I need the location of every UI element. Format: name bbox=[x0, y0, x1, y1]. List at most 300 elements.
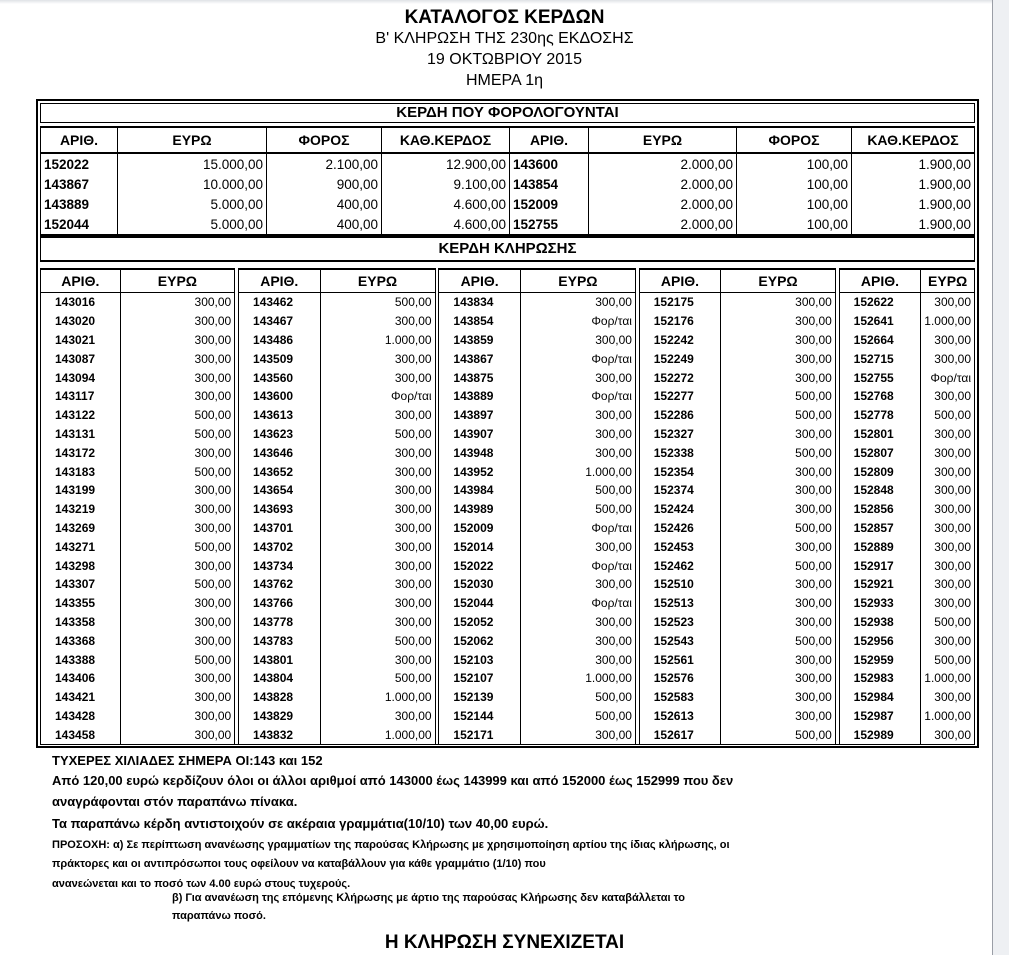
ticket-number: 143219 bbox=[41, 500, 121, 519]
amount-cell: 300,00 bbox=[721, 481, 836, 500]
amount-cell: Φορ/ται bbox=[520, 519, 635, 538]
amount-cell: 300,00 bbox=[120, 293, 235, 312]
ticket-number: 152171 bbox=[439, 725, 520, 744]
amount-cell: Φορ/ται bbox=[520, 349, 635, 368]
amount-cell: 300,00 bbox=[120, 368, 235, 387]
amount-cell: 300,00 bbox=[721, 575, 836, 594]
ticket-number: 152424 bbox=[639, 500, 720, 519]
table-row bbox=[41, 406, 975, 425]
ticket-number: 143183 bbox=[41, 462, 121, 481]
table-row bbox=[41, 650, 975, 669]
ticket-number: 143804 bbox=[239, 669, 320, 688]
ticket-number: 152374 bbox=[639, 481, 720, 500]
draw-col-amount-header: ΕΥΡΩ bbox=[120, 269, 235, 293]
ticket-number: 152989 bbox=[839, 725, 921, 744]
ticket-number: 143652 bbox=[239, 462, 320, 481]
amount-cell: 500,00 bbox=[120, 650, 235, 669]
ticket-number: 152778 bbox=[839, 406, 921, 425]
ticket-number: 143778 bbox=[239, 613, 320, 632]
ticket-number: 152959 bbox=[839, 650, 921, 669]
ticket-number: 152956 bbox=[839, 631, 921, 650]
draw-col-number-header: ΑΡΙΘ. bbox=[239, 269, 320, 293]
amount-cell: 300,00 bbox=[320, 481, 435, 500]
amount-cell: 5.000,00 bbox=[118, 214, 267, 235]
amount-cell: 300,00 bbox=[520, 613, 635, 632]
amount-cell: 500,00 bbox=[520, 707, 635, 726]
amount-cell: 300,00 bbox=[120, 481, 235, 500]
ticket-number: 143646 bbox=[239, 443, 320, 462]
amount-cell: 500,00 bbox=[520, 688, 635, 707]
ticket-number: 143948 bbox=[439, 443, 520, 462]
amount-cell: 300,00 bbox=[320, 537, 435, 556]
taxed-col-header: ΑΡΙΘ. bbox=[510, 127, 589, 153]
amount-cell: 300,00 bbox=[320, 312, 435, 331]
table-row bbox=[41, 462, 975, 481]
amount-cell: 300,00 bbox=[320, 613, 435, 632]
amount-cell: 300,00 bbox=[520, 725, 635, 744]
amount-cell: 300,00 bbox=[120, 707, 235, 726]
amount-cell: 900,00 bbox=[267, 174, 382, 194]
amount-cell: Φορ/ται bbox=[520, 594, 635, 613]
amount-cell: 300,00 bbox=[120, 349, 235, 368]
ticket-number: 143199 bbox=[41, 481, 121, 500]
ticket-number: 152277 bbox=[639, 387, 720, 406]
taxed-col-header: ΕΥΡΩ bbox=[589, 127, 737, 153]
amount-cell: 300,00 bbox=[721, 688, 836, 707]
amount-cell: 300,00 bbox=[520, 443, 635, 462]
notes-line: Από 120,00 ευρώ κερδίζουν όλοι οι άλλοι αριθμοί από 143000 έως 143999 και από 152000 έως 152999 που δεν bbox=[52, 773, 734, 788]
amount-cell: 500,00 bbox=[721, 406, 836, 425]
table-row bbox=[41, 669, 975, 688]
amount-cell: 300,00 bbox=[921, 293, 975, 312]
ticket-number: 152453 bbox=[639, 537, 720, 556]
ticket-number: 152044 bbox=[439, 594, 520, 613]
amount-cell: 300,00 bbox=[921, 425, 975, 444]
page-top-shadow bbox=[0, 0, 992, 4]
draw-col-amount-header: ΕΥΡΩ bbox=[921, 269, 975, 293]
amount-cell: 500,00 bbox=[120, 425, 235, 444]
ticket-number: 143421 bbox=[41, 688, 121, 707]
amount-cell: 1.000,00 bbox=[921, 707, 975, 726]
amount-cell: 1.000,00 bbox=[520, 669, 635, 688]
amount-cell: 300,00 bbox=[320, 462, 435, 481]
amount-cell: 300,00 bbox=[921, 688, 975, 707]
draw-winnings-table bbox=[40, 268, 975, 745]
ticket-number: 143388 bbox=[41, 650, 121, 669]
ticket-number: 152030 bbox=[439, 575, 520, 594]
amount-cell: 300,00 bbox=[120, 556, 235, 575]
taxed-col-header: ΚΑΘ.ΚΕΡΔΟΣ bbox=[852, 127, 975, 153]
amount-cell: 300,00 bbox=[120, 387, 235, 406]
amount-cell: Φορ/ται bbox=[320, 387, 435, 406]
amount-cell: 300,00 bbox=[921, 594, 975, 613]
draw-col-number-header: ΑΡΙΘ. bbox=[639, 269, 720, 293]
amount-cell: 300,00 bbox=[120, 613, 235, 632]
ticket-number: 143989 bbox=[439, 500, 520, 519]
ticket-number: 152327 bbox=[639, 425, 720, 444]
ticket-number: 152848 bbox=[839, 481, 921, 500]
amount-cell: Φορ/ται bbox=[520, 312, 635, 331]
amount-cell: 500,00 bbox=[320, 293, 435, 312]
amount-cell: 500,00 bbox=[721, 725, 836, 744]
ticket-number: 143020 bbox=[41, 312, 121, 331]
ticket-number: 143094 bbox=[41, 368, 121, 387]
amount-cell: 500,00 bbox=[120, 575, 235, 594]
table-row bbox=[41, 725, 975, 744]
amount-cell: 300,00 bbox=[921, 462, 975, 481]
table-row bbox=[41, 312, 975, 331]
ticket-number: 152921 bbox=[839, 575, 921, 594]
taxed-col-header: ΑΡΙΘ. bbox=[41, 127, 118, 153]
ticket-number: 143828 bbox=[239, 688, 320, 707]
amount-cell: 300,00 bbox=[320, 556, 435, 575]
amount-cell: 300,00 bbox=[721, 312, 836, 331]
amount-cell: 500,00 bbox=[721, 443, 836, 462]
amount-cell: 15.000,00 bbox=[118, 153, 267, 174]
amount-cell: 1.000,00 bbox=[320, 331, 435, 350]
ticket-number: 152889 bbox=[839, 537, 921, 556]
amount-cell: Φορ/ται bbox=[520, 387, 635, 406]
amount-cell: 300,00 bbox=[320, 500, 435, 519]
amount-cell: 300,00 bbox=[721, 594, 836, 613]
ticket-number: 143406 bbox=[41, 669, 121, 688]
amount-cell: 300,00 bbox=[921, 481, 975, 500]
ticket-number: 143467 bbox=[239, 312, 320, 331]
ticket-number: 143701 bbox=[239, 519, 320, 538]
ticket-number: 143897 bbox=[439, 406, 520, 425]
ticket-number: 152176 bbox=[639, 312, 720, 331]
ticket-number: 152617 bbox=[639, 725, 720, 744]
amount-cell: 100,00 bbox=[737, 214, 852, 235]
ticket-number: 143016 bbox=[41, 293, 121, 312]
draw-date: 19 ΟΚΤΩΒΡΙΟΥ 2015 bbox=[427, 51, 582, 68]
ticket-number: 152009 bbox=[510, 194, 589, 214]
amount-cell: 500,00 bbox=[320, 425, 435, 444]
table-row bbox=[41, 425, 975, 444]
amount-cell: 500,00 bbox=[320, 631, 435, 650]
amount-cell: 100,00 bbox=[737, 174, 852, 194]
amount-cell: 300,00 bbox=[721, 500, 836, 519]
amount-cell: 300,00 bbox=[921, 387, 975, 406]
ticket-number: 143867 bbox=[41, 174, 118, 194]
ticket-number: 143832 bbox=[239, 725, 320, 744]
table-row bbox=[41, 293, 975, 312]
amount-cell: 300,00 bbox=[320, 349, 435, 368]
amount-cell: 300,00 bbox=[921, 349, 975, 368]
taxed-winnings-table bbox=[40, 126, 975, 236]
amount-cell: 300,00 bbox=[320, 406, 435, 425]
ticket-number: 143269 bbox=[41, 519, 121, 538]
ticket-number: 143458 bbox=[41, 725, 121, 744]
ticket-number: 152664 bbox=[839, 331, 921, 350]
amount-cell: 300,00 bbox=[120, 594, 235, 613]
amount-cell: 500,00 bbox=[320, 669, 435, 688]
amount-cell: 10.000,00 bbox=[118, 174, 267, 194]
caution-line: β) Για ανανέωση της επόμενης Κλήρωσης με άρτιο της παρούσας Κλήρωσης δεν καταβάλλεται το bbox=[172, 892, 685, 904]
amount-cell: 300,00 bbox=[520, 331, 635, 350]
amount-cell: 500,00 bbox=[520, 481, 635, 500]
amount-cell: 300,00 bbox=[721, 669, 836, 688]
amount-cell: 12.900,00 bbox=[382, 153, 510, 174]
ticket-number: 152983 bbox=[839, 669, 921, 688]
amount-cell: 300,00 bbox=[721, 537, 836, 556]
ticket-number: 152175 bbox=[639, 293, 720, 312]
amount-cell: 300,00 bbox=[721, 650, 836, 669]
table-row bbox=[41, 707, 975, 726]
ticket-number: 152933 bbox=[839, 594, 921, 613]
ticket-number: 152543 bbox=[639, 631, 720, 650]
lucky-thousands: ΤΥΧΕΡΕΣ ΧΙΛΙΑΔΕΣ ΣΗΜΕΡΑ ΟΙ:143 και 152 bbox=[52, 753, 323, 768]
amount-cell: 300,00 bbox=[520, 406, 635, 425]
ticket-number: 152613 bbox=[639, 707, 720, 726]
amount-cell: 300,00 bbox=[320, 368, 435, 387]
amount-cell: 400,00 bbox=[267, 194, 382, 214]
ticket-number: 143172 bbox=[41, 443, 121, 462]
ticket-number: 143486 bbox=[239, 331, 320, 350]
table-row bbox=[41, 537, 975, 556]
amount-cell: 100,00 bbox=[737, 194, 852, 214]
ticket-number: 152144 bbox=[439, 707, 520, 726]
amount-cell: 300,00 bbox=[320, 707, 435, 726]
table-row bbox=[41, 519, 975, 538]
ticket-number: 143358 bbox=[41, 613, 121, 632]
table-row bbox=[41, 688, 975, 707]
amount-cell: 400,00 bbox=[267, 214, 382, 235]
amount-cell: 500,00 bbox=[520, 500, 635, 519]
amount-cell: 300,00 bbox=[921, 725, 975, 744]
ticket-number: 143829 bbox=[239, 707, 320, 726]
ticket-number: 143122 bbox=[41, 406, 121, 425]
ticket-number: 143834 bbox=[439, 293, 520, 312]
ticket-number: 152338 bbox=[639, 443, 720, 462]
ticket-number: 143907 bbox=[439, 425, 520, 444]
amount-cell: 2.000,00 bbox=[589, 214, 737, 235]
amount-cell: 300,00 bbox=[320, 443, 435, 462]
ticket-number: 143298 bbox=[41, 556, 121, 575]
taxed-col-header: ΦΟΡΟΣ bbox=[267, 127, 382, 153]
table-row bbox=[41, 331, 975, 350]
amount-cell: 4.600,00 bbox=[382, 214, 510, 235]
ticket-number: 152768 bbox=[839, 387, 921, 406]
amount-cell: 300,00 bbox=[320, 575, 435, 594]
amount-cell: 500,00 bbox=[120, 462, 235, 481]
ticket-number: 152561 bbox=[639, 650, 720, 669]
ticket-number: 152857 bbox=[839, 519, 921, 538]
ticket-number: 143600 bbox=[239, 387, 320, 406]
amount-cell: 100,00 bbox=[737, 153, 852, 174]
amount-cell: 300,00 bbox=[120, 443, 235, 462]
amount-cell: 500,00 bbox=[721, 519, 836, 538]
ticket-number: 143462 bbox=[239, 293, 320, 312]
amount-cell: 500,00 bbox=[120, 406, 235, 425]
ticket-number: 152249 bbox=[639, 349, 720, 368]
ticket-number: 143613 bbox=[239, 406, 320, 425]
document-title: ΚΑΤΑΛΟΓΟΣ ΚΕΡΔΩΝ bbox=[404, 7, 605, 28]
amount-cell: 300,00 bbox=[921, 519, 975, 538]
ticket-number: 152103 bbox=[439, 650, 520, 669]
caution-line: ανανεώνεται και το ποσό των 4.00 ευρώ στους τυχερούς. bbox=[52, 878, 351, 890]
amount-cell: 300,00 bbox=[520, 293, 635, 312]
taxed-row bbox=[41, 153, 975, 174]
notes-line: αναγράφονται στόν παραπάνω πίνακα. bbox=[52, 794, 298, 809]
amount-cell: 300,00 bbox=[520, 575, 635, 594]
table-row bbox=[41, 349, 975, 368]
amount-cell: 300,00 bbox=[120, 500, 235, 519]
ticket-number: 143702 bbox=[239, 537, 320, 556]
amount-cell: 2.000,00 bbox=[589, 174, 737, 194]
amount-cell: 300,00 bbox=[320, 519, 435, 538]
amount-cell: 300,00 bbox=[721, 331, 836, 350]
taxed-col-header: ΕΥΡΩ bbox=[118, 127, 267, 153]
amount-cell: 4.600,00 bbox=[382, 194, 510, 214]
draw-col-number-header: ΑΡΙΘ. bbox=[839, 269, 921, 293]
amount-cell: 300,00 bbox=[520, 425, 635, 444]
ticket-number: 143734 bbox=[239, 556, 320, 575]
table-row bbox=[41, 387, 975, 406]
ticket-number: 143875 bbox=[439, 368, 520, 387]
draw-col-number-header: ΑΡΙΘ. bbox=[41, 269, 121, 293]
ticket-number: 152139 bbox=[439, 688, 520, 707]
ticket-number: 143654 bbox=[239, 481, 320, 500]
caution-line: πράκτορες και οι αντιπρόσωποι τους οφείλουν να καταβάλλουν για κάθε γραμμάτιο (1/10) που bbox=[52, 858, 546, 870]
ticket-number: 143355 bbox=[41, 594, 121, 613]
table-row bbox=[41, 575, 975, 594]
ticket-number: 152576 bbox=[639, 669, 720, 688]
table-row bbox=[41, 613, 975, 632]
amount-cell: 9.100,00 bbox=[382, 174, 510, 194]
ticket-number: 143131 bbox=[41, 425, 121, 444]
ticket-number: 152987 bbox=[839, 707, 921, 726]
ticket-number: 152917 bbox=[839, 556, 921, 575]
amount-cell: 1.000,00 bbox=[520, 462, 635, 481]
viewer-scrollbar[interactable] bbox=[992, 0, 1009, 955]
table-row bbox=[41, 594, 975, 613]
amount-cell: 300,00 bbox=[721, 425, 836, 444]
ticket-number: 152022 bbox=[439, 556, 520, 575]
amount-cell: 300,00 bbox=[721, 349, 836, 368]
table-row bbox=[41, 556, 975, 575]
amount-cell: 300,00 bbox=[120, 312, 235, 331]
draw-col-amount-header: ΕΥΡΩ bbox=[721, 269, 836, 293]
taxed-row bbox=[41, 194, 975, 214]
draw-day: ΗΜΕΡΑ 1η bbox=[465, 72, 544, 89]
amount-cell: 500,00 bbox=[921, 650, 975, 669]
ticket-number: 152856 bbox=[839, 500, 921, 519]
taxed-section-title: ΚΕΡΔΗ ΠΟΥ ΦΟΡΟΛΟΓΟΥΝΤΑΙ bbox=[396, 104, 619, 121]
ticket-number: 143854 bbox=[439, 312, 520, 331]
ticket-number: 152242 bbox=[639, 331, 720, 350]
table-row bbox=[41, 500, 975, 519]
ticket-number: 143952 bbox=[439, 462, 520, 481]
ticket-number: 152462 bbox=[639, 556, 720, 575]
ticket-number: 143859 bbox=[439, 331, 520, 350]
amount-cell: 500,00 bbox=[721, 556, 836, 575]
amount-cell: 300,00 bbox=[721, 462, 836, 481]
draw-col-amount-header: ΕΥΡΩ bbox=[320, 269, 435, 293]
amount-cell: Φορ/ται bbox=[520, 556, 635, 575]
amount-cell: 300,00 bbox=[120, 331, 235, 350]
ticket-number: 143623 bbox=[239, 425, 320, 444]
amount-cell: 300,00 bbox=[520, 631, 635, 650]
draw-col-number-header: ΑΡΙΘ. bbox=[439, 269, 520, 293]
ticket-number: 152641 bbox=[839, 312, 921, 331]
ticket-number: 152513 bbox=[639, 594, 720, 613]
amount-cell: 300,00 bbox=[520, 650, 635, 669]
ticket-number: 143766 bbox=[239, 594, 320, 613]
table-row bbox=[41, 631, 975, 650]
amount-cell: 300,00 bbox=[320, 594, 435, 613]
amount-cell: 1.900,00 bbox=[852, 153, 975, 174]
taxed-col-header: ΚΑΘ.ΚΕΡΔΟΣ bbox=[382, 127, 510, 153]
caution-line: ΠΡΟΣΟΧΗ: α) Σε περίπτωση ανανέωσης γραμματίων της παρούσας Κλήρωσης με χρησιμοποίηση αρτίου της ίδιας κλήρωσης, οι bbox=[52, 839, 730, 851]
ticket-number: 152014 bbox=[439, 537, 520, 556]
ticket-number: 143889 bbox=[439, 387, 520, 406]
ticket-number: 152052 bbox=[439, 613, 520, 632]
amount-cell: 1.900,00 bbox=[852, 174, 975, 194]
ticket-number: 143428 bbox=[41, 707, 121, 726]
ticket-number: 143087 bbox=[41, 349, 121, 368]
ticket-number: 152523 bbox=[639, 613, 720, 632]
amount-cell: 300,00 bbox=[520, 537, 635, 556]
ticket-number: 152622 bbox=[839, 293, 921, 312]
ticket-number: 152022 bbox=[41, 153, 118, 174]
amount-cell: 300,00 bbox=[921, 575, 975, 594]
ticket-number: 143560 bbox=[239, 368, 320, 387]
ticket-number: 152938 bbox=[839, 613, 921, 632]
ticket-number: 152044 bbox=[41, 214, 118, 235]
ticket-number: 152583 bbox=[639, 688, 720, 707]
ticket-number: 152107 bbox=[439, 669, 520, 688]
ticket-number: 143854 bbox=[510, 174, 589, 194]
amount-cell: 1.900,00 bbox=[852, 214, 975, 235]
amount-cell: 1.900,00 bbox=[852, 194, 975, 214]
ticket-number: 143867 bbox=[439, 349, 520, 368]
amount-cell: 300,00 bbox=[120, 725, 235, 744]
amount-cell: 300,00 bbox=[921, 537, 975, 556]
ticket-number: 143889 bbox=[41, 194, 118, 214]
ticket-number: 152286 bbox=[639, 406, 720, 425]
amount-cell: 1.000,00 bbox=[921, 312, 975, 331]
amount-cell: 2.100,00 bbox=[267, 153, 382, 174]
ticket-number: 143600 bbox=[510, 153, 589, 174]
ticket-number: 152807 bbox=[839, 443, 921, 462]
ticket-number: 143307 bbox=[41, 575, 121, 594]
ticket-number: 152715 bbox=[839, 349, 921, 368]
amount-cell: 300,00 bbox=[921, 631, 975, 650]
amount-cell: 300,00 bbox=[120, 669, 235, 688]
amount-cell: 300,00 bbox=[520, 368, 635, 387]
draw-section-title: ΚΕΡΔΗ ΚΛΗΡΩΣΗΣ bbox=[438, 240, 577, 257]
amount-cell: 1.000,00 bbox=[320, 725, 435, 744]
amount-cell: 300,00 bbox=[120, 519, 235, 538]
ticket-number: 143271 bbox=[41, 537, 121, 556]
amount-cell: 300,00 bbox=[721, 293, 836, 312]
draw-col-amount-header: ΕΥΡΩ bbox=[520, 269, 635, 293]
amount-cell: 2.000,00 bbox=[589, 153, 737, 174]
ticket-number: 152755 bbox=[839, 368, 921, 387]
table-row bbox=[41, 443, 975, 462]
amount-cell: 5.000,00 bbox=[118, 194, 267, 214]
notes-line: Τα παραπάνω κέρδη αντιστοιχούν σε ακέραια γραμμάτια(10/10) των 40,00 ευρώ. bbox=[52, 816, 549, 831]
amount-cell: 300,00 bbox=[721, 707, 836, 726]
amount-cell: 500,00 bbox=[921, 613, 975, 632]
draw-subtitle: Β' ΚΛΗΡΩΣΗ ΤΗΣ 230ης ΕΚΔΟΣΗΣ bbox=[375, 30, 634, 47]
ticket-number: 152426 bbox=[639, 519, 720, 538]
amount-cell: 300,00 bbox=[921, 331, 975, 350]
amount-cell: 300,00 bbox=[120, 631, 235, 650]
ticket-number: 152009 bbox=[439, 519, 520, 538]
ticket-number: 152354 bbox=[639, 462, 720, 481]
